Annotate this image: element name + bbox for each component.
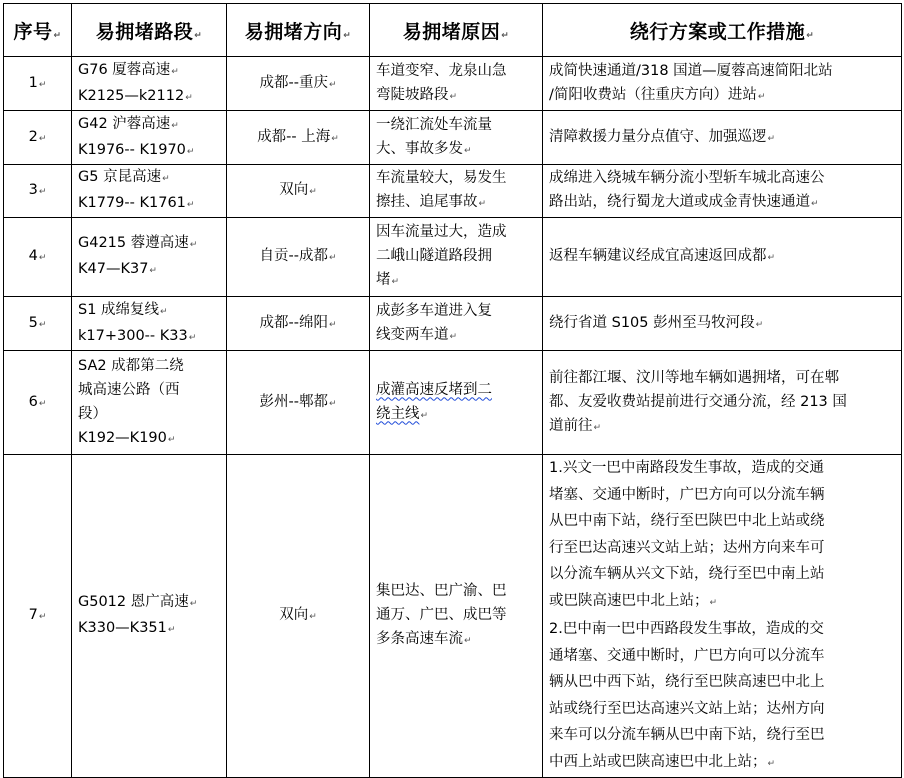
- cell-cause: 成彭多车道进入复 线变两车道↵: [370, 297, 543, 351]
- header-plan: 绕行方案或工作措施↵: [543, 4, 902, 57]
- cell-cause: 车流量较大，易发生 擦挂、追尾事故↵: [370, 165, 543, 218]
- header-row: [4, 4, 902, 57]
- cell-direction: 双向↵: [227, 165, 370, 218]
- cell-road: G5 京昆高速↵ K1779-- K1761↵: [72, 165, 227, 218]
- cell-no: 6↵: [4, 351, 72, 455]
- cell-cause: 一绕汇流处车流量 大、事故多发↵: [370, 111, 543, 165]
- cell-no: 4↵: [4, 218, 72, 297]
- cell-direction: 成都--绵阳↵: [227, 297, 370, 351]
- table-row: [4, 455, 902, 778]
- table-row: [4, 57, 902, 111]
- table-row: [4, 351, 902, 455]
- cell-cause: 集巴达、巴广渝、巴 通万、广巴、成巴等 多条高速车流↵: [370, 455, 543, 778]
- table-row: [4, 218, 902, 297]
- cell-plan: 1.兴文一巴中南路段发生事故，造成的交通 堵塞、交通中断时，广巴方向可以分流车辆 从巴中南下站，绕行至巴陕巴中北上站或绕 行至巴达高速兴文站上站；达州方向来车可 以分流车辆从兴文下站，绕行至巴中南上站 或巴陕高速巴中北上站；↵ 2.巴中南一巴中西路段发生事故，造成的交 通堵塞、交通中断时，广巴方向可以分流车 辆从巴中西下站，绕行至巴陕高速巴中北上 站或绕行至巴达高速兴文站上站；达州方向 来车可以分流车辆从巴中南下站，绕行至巴 中西上站或巴陕高速巴中北上站；↵: [543, 455, 902, 778]
- cell-plan: 前往都江堰、汶川等地车辆如遇拥堵，可在郫 都、友爱收费站提前进行交通分流，经 213 国 道前往↵: [543, 351, 902, 455]
- cell-direction: 双向↵: [227, 455, 370, 778]
- congestion-table: [3, 3, 902, 778]
- cell-plan: 成简快速通道/318 国道—厦蓉高速简阳北站 /简阳收费站（往重庆方向）进站↵: [543, 57, 902, 111]
- cell-direction: 自贡--成都↵: [227, 218, 370, 297]
- cell-direction: 成都-- 上海↵: [227, 111, 370, 165]
- cell-road: SA2 成都第二绕 城高速公路（西 段） K192—K190↵: [72, 351, 227, 455]
- cell-no: 7↵: [4, 455, 72, 778]
- cell-plan: 清障救援力量分点值守、加强巡逻↵: [543, 111, 902, 165]
- cell-plan: 成绵进入绕城车辆分流小型斩车城北高速公 路出站，绕行蜀龙大道或成金青快速通道↵: [543, 165, 902, 218]
- cell-road: G5012 恩广高速↵ K330—K351↵: [72, 455, 227, 778]
- cell-no: 3↵: [4, 165, 72, 218]
- cell-road: G4215 蓉遵高速↵ K47—K37↵: [72, 218, 227, 297]
- cell-no: 1↵: [4, 57, 72, 111]
- header-direction: 易拥堵方向↵: [227, 4, 370, 57]
- cell-direction: 彭州--郫都↵: [227, 351, 370, 455]
- cell-cause: 因车流量过大，造成 二峨山隧道路段拥 堵↵: [370, 218, 543, 297]
- cell-no: 2↵: [4, 111, 72, 165]
- cell-road: G76 厦蓉高速↵ K2125—k2112↵: [72, 57, 227, 111]
- table-row: [4, 111, 902, 165]
- cell-plan: 绕行省道 S105 彭州至马牧河段↵: [543, 297, 902, 351]
- cell-cause: 车道变窄、龙泉山急 弯陡坡路段↵: [370, 57, 543, 111]
- cell-no: 5↵: [4, 297, 72, 351]
- header-cause: 易拥堵原因↵: [370, 4, 543, 57]
- cell-direction: 成都--重庆↵: [227, 57, 370, 111]
- header-road: 易拥堵路段↵: [72, 4, 227, 57]
- table-row: [4, 297, 902, 351]
- cell-road: G42 沪蓉高速↵ K1976-- K1970↵: [72, 111, 227, 165]
- cell-road: S1 成绵复线↵ k17+300-- K33↵: [72, 297, 227, 351]
- table-row: [4, 165, 902, 218]
- cell-cause: 成灌高速反堵到二 绕主线↵: [370, 351, 543, 455]
- header-no: 序号↵: [4, 4, 72, 57]
- cell-plan: 返程车辆建议经成宜高速返回成都↵: [543, 218, 902, 297]
